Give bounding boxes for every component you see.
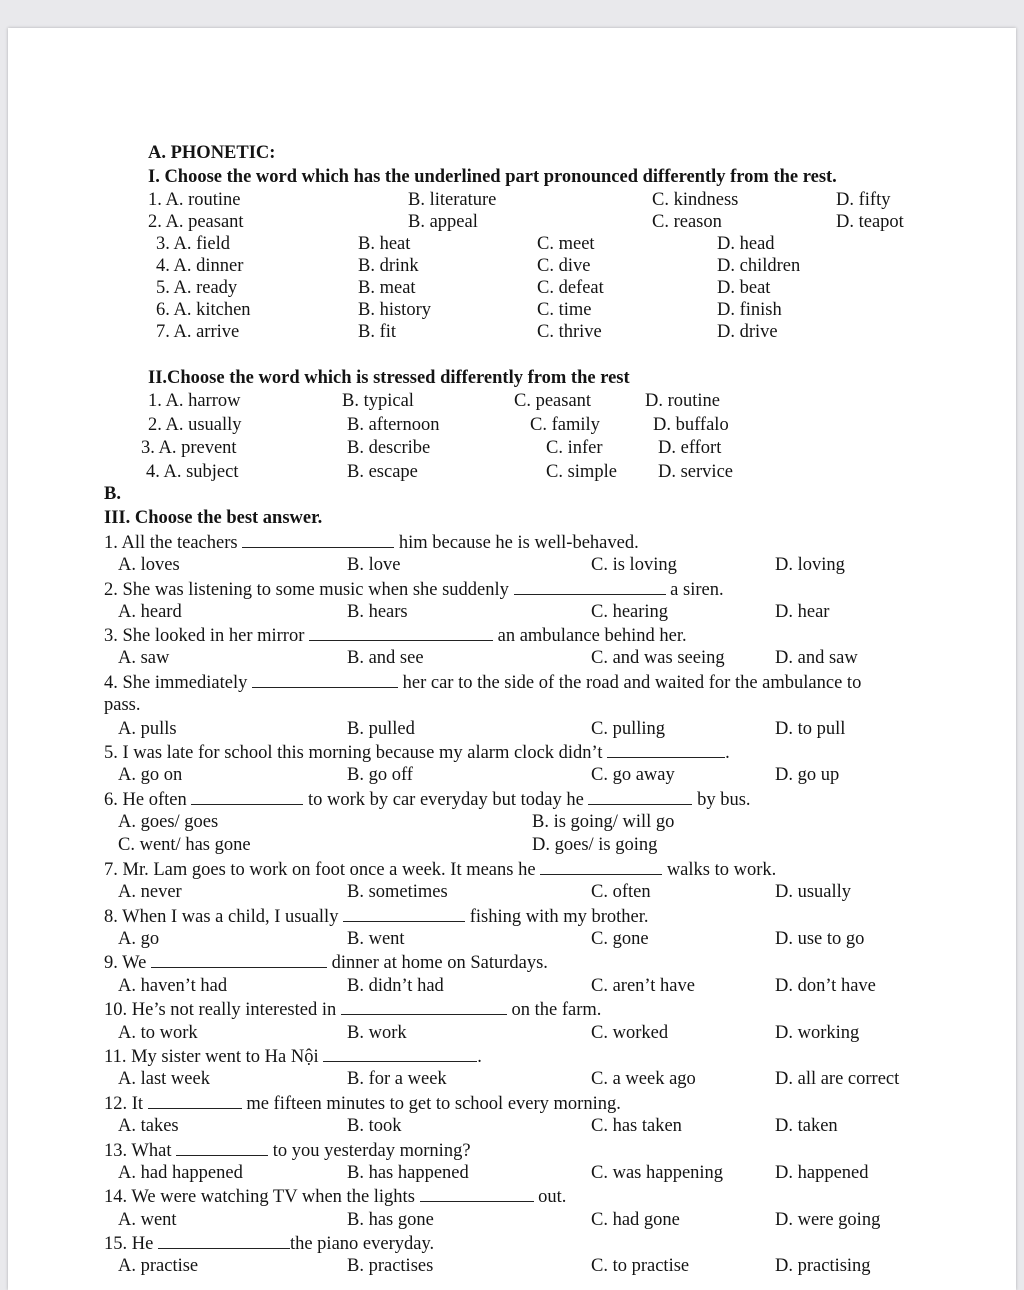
- part3-title: III. Choose the best answer.: [104, 508, 323, 528]
- stress-q2-option-d: D. buffalo: [653, 414, 729, 435]
- stress-q1-option-a: 1. A. harrow: [148, 391, 241, 411]
- phonetic-q6-option-d: D. finish: [717, 300, 782, 320]
- phonetic-q5-option-a: 5. A. ready: [156, 278, 238, 298]
- question-7-option-c: C. often: [591, 882, 651, 902]
- question-12-stem: 12. It me fifteen minutes to get to school every morning.: [104, 1094, 621, 1114]
- part1-title: I. Choose the word which has the underlined part pronounced differently from the rest.: [148, 167, 837, 187]
- answer-blank: [148, 1092, 242, 1109]
- stress-q2-option-b: B. afternoon: [347, 414, 440, 435]
- question-6-option-b: B. is going/ will go: [532, 812, 675, 832]
- answer-blank: [540, 858, 662, 875]
- stress-q4-option-d: D. service: [658, 461, 733, 482]
- phonetic-q2-option-c: C. reason: [652, 212, 722, 232]
- question-6-option-c: C. went/ has gone: [118, 835, 251, 855]
- question-5-option-c: C. go away: [591, 765, 675, 785]
- question-2-option-a: A. heard: [118, 602, 182, 622]
- question-7-option-d: D. usually: [775, 882, 852, 902]
- question-5-stem: 5. I was late for school this morning because my alarm clock didn’t .: [104, 743, 730, 763]
- question-3-option-a: A. saw: [118, 648, 170, 668]
- question-9-option-a: A. haven’t had: [118, 976, 228, 996]
- question-1-option-a: A. loves: [118, 555, 180, 575]
- question-7-option-a: A. never: [118, 882, 182, 902]
- question-12-option-a: A. takes: [118, 1116, 179, 1136]
- question-6-option-a: A. goes/ goes: [118, 812, 219, 832]
- phonetic-q2-option-a: 2. A. peasant: [148, 212, 244, 232]
- answer-blank: [514, 578, 666, 595]
- question-8-option-d: D. use to go: [775, 929, 865, 949]
- stress-q3-option-b: B. describe: [347, 438, 431, 458]
- answer-blank: [607, 741, 725, 758]
- question-15-option-d: D. practising: [775, 1256, 871, 1276]
- question-5-option-b: B. go off: [347, 765, 413, 785]
- question-3-option-d: D. and saw: [775, 648, 858, 668]
- question-5-option-d: D. go up: [775, 765, 840, 785]
- question-8-stem: 8. When I was a child, I usually fishing with my brother.: [104, 907, 649, 927]
- question-4-option-c: C. pulling: [591, 719, 666, 739]
- phonetic-q7-option-d: D. drive: [717, 322, 778, 342]
- question-6-stem: 6. He often to work by car everyday but today he by bus.: [104, 790, 751, 810]
- phonetic-q3-option-d: D. head: [717, 234, 775, 254]
- question-2-stem: 2. She was listening to some music when she suddenly a siren.: [104, 580, 724, 600]
- question-11-option-c: C. a week ago: [591, 1069, 696, 1089]
- question-1-option-b: B. love: [347, 555, 401, 575]
- phonetic-q1-option-d: D. fifty: [836, 190, 891, 210]
- answer-blank: [341, 998, 507, 1015]
- question-15-stem: 15. He the piano everyday.: [104, 1234, 435, 1254]
- stress-q2-option-c: C. family: [530, 414, 600, 435]
- question-3-option-c: C. and was seeing: [591, 648, 725, 668]
- stress-q1-option-d: D. routine: [645, 391, 721, 411]
- question-9-option-c: C. aren’t have: [591, 976, 695, 996]
- answer-blank: [158, 1232, 290, 1249]
- question-12-option-d: D. taken: [775, 1116, 838, 1136]
- question-3-stem: 3. She looked in her mirror an ambulance behind her.: [104, 626, 687, 646]
- worksheet-page: [8, 28, 1016, 1290]
- phonetic-q5-option-d: D. beat: [717, 278, 771, 298]
- stress-q3-option-a: 3. A. prevent: [141, 438, 237, 458]
- question-7-stem: 7. Mr. Lam goes to work on foot once a week. It means he walks to work.: [104, 860, 777, 880]
- answer-blank: [191, 788, 303, 805]
- phonetic-q1-option-c: C. kindness: [652, 190, 739, 210]
- question-9-stem: 9. We dinner at home on Saturdays.: [104, 953, 548, 973]
- phonetic-q2-option-b: B. appeal: [408, 212, 478, 232]
- question-10-option-c: C. worked: [591, 1023, 669, 1043]
- question-6-option-d: D. goes/ is going: [532, 835, 658, 855]
- stress-q3-option-d: D. effort: [658, 438, 722, 458]
- question-13-option-b: B. has happened: [347, 1163, 469, 1183]
- answer-blank: [151, 951, 327, 968]
- question-2-option-b: B. hears: [347, 602, 408, 622]
- question-14-stem: 14. We were watching TV when the lights out.: [104, 1187, 567, 1207]
- question-10-option-a: A. to work: [118, 1023, 198, 1043]
- question-11-stem: 11. My sister went to Ha Nội .: [104, 1047, 482, 1067]
- phonetic-q7-option-b: B. fit: [358, 322, 397, 342]
- phonetic-q4-option-a: 4. A. dinner: [156, 256, 244, 276]
- question-13-option-c: C. was happening: [591, 1163, 724, 1183]
- question-14-option-b: B. has gone: [347, 1210, 434, 1230]
- question-1-stem: 1. All the teachers him because he is well-behaved.: [104, 533, 639, 553]
- question-11-option-a: A. last week: [118, 1069, 210, 1089]
- stress-q1-option-c: C. peasant: [514, 391, 592, 411]
- stress-q2-option-a: 2. A. usually: [148, 414, 242, 435]
- phonetic-q5-option-b: B. meat: [358, 278, 416, 298]
- answer-blank: [309, 624, 493, 641]
- question-10-option-b: B. work: [347, 1023, 407, 1043]
- answer-blank: [252, 671, 398, 688]
- answer-blank: [176, 1139, 268, 1156]
- phonetic-q6-option-c: C. time: [537, 300, 592, 320]
- phonetic-q3-option-b: B. heat: [358, 234, 411, 254]
- question-9-option-d: D. don’t have: [775, 976, 876, 996]
- question-11-option-d: D. all are correct: [775, 1069, 900, 1089]
- phonetic-q6-option-a: 6. A. kitchen: [156, 300, 251, 320]
- part2-title: II.Choose the word which is stressed differently from the rest: [148, 368, 630, 388]
- question-1-option-c: C. is loving: [591, 555, 677, 575]
- answer-blank: [420, 1185, 534, 1202]
- question-2-option-d: D. hear: [775, 602, 830, 622]
- question-14-option-d: D. were going: [775, 1210, 881, 1230]
- phonetic-q6-option-b: B. history: [358, 300, 431, 320]
- question-8-option-b: B. went: [347, 929, 405, 949]
- question-13-option-d: D. happened: [775, 1163, 869, 1183]
- question-7-option-b: B. sometimes: [347, 882, 448, 902]
- stress-q1-option-b: B. typical: [342, 391, 414, 411]
- question-9-option-b: B. didn’t had: [347, 976, 444, 996]
- question-15-option-c: C. to practise: [591, 1256, 690, 1276]
- question-10-option-d: D. working: [775, 1023, 860, 1043]
- question-11-option-b: B. for a week: [347, 1069, 447, 1089]
- phonetic-q3-option-a: 3. A. field: [156, 234, 230, 254]
- question-2-option-c: C. hearing: [591, 602, 669, 622]
- question-1-option-d: D. loving: [775, 555, 845, 575]
- phonetic-q2-option-d: D. teapot: [836, 212, 904, 232]
- question-12-option-b: B. took: [347, 1116, 402, 1136]
- question-4-option-d: D. to pull: [775, 719, 846, 739]
- question-3-option-b: B. and see: [347, 648, 424, 668]
- phonetic-q1-option-a: 1. A. routine: [148, 190, 241, 210]
- question-4-option-b: B. pulled: [347, 719, 415, 739]
- stress-q3-option-c: C. infer: [546, 438, 603, 458]
- question-12-option-c: C. has taken: [591, 1116, 682, 1136]
- phonetic-q3-option-c: C. meet: [537, 234, 595, 254]
- answer-blank: [242, 531, 394, 548]
- question-8-option-a: A. go: [118, 929, 160, 949]
- stress-q4-option-a: 4. A. subject: [146, 461, 239, 482]
- question-4-stem: 4. She immediately her car to the side of the road and waited for the ambulance to: [104, 673, 862, 693]
- question-13-stem: 13. What to you yesterday morning?: [104, 1141, 471, 1161]
- phonetic-q4-option-c: C. dive: [537, 256, 591, 276]
- stress-q4-option-c: C. simple: [546, 461, 617, 482]
- question-8-option-c: C. gone: [591, 929, 649, 949]
- question-15-option-b: B. practises: [347, 1256, 434, 1276]
- question-5-option-a: A. go on: [118, 765, 183, 785]
- question-13-option-a: A. had happened: [118, 1163, 243, 1183]
- section-a-title: A. PHONETIC:: [148, 143, 276, 163]
- question-4-option-a: A. pulls: [118, 719, 177, 739]
- phonetic-q1-option-b: B. literature: [408, 190, 497, 210]
- phonetic-q7-option-c: C. thrive: [537, 322, 602, 342]
- question-14-option-a: A. went: [118, 1210, 177, 1230]
- stress-q4-option-b: B. escape: [347, 461, 418, 482]
- question-14-option-c: C. had gone: [591, 1210, 680, 1230]
- question-10-stem: 10. He’s not really interested in on the farm.: [104, 1000, 602, 1020]
- phonetic-q4-option-b: B. drink: [358, 256, 419, 276]
- question-15-option-a: A. practise: [118, 1256, 199, 1276]
- section-b-title: B.: [104, 484, 121, 504]
- answer-blank: [588, 788, 692, 805]
- phonetic-q4-option-d: D. children: [717, 256, 801, 276]
- phonetic-q5-option-c: C. defeat: [537, 278, 604, 298]
- phonetic-q7-option-a: 7. A. arrive: [156, 322, 240, 342]
- question-4-stem-continuation: pass.: [104, 695, 141, 715]
- answer-blank: [343, 905, 465, 922]
- answer-blank: [323, 1045, 477, 1062]
